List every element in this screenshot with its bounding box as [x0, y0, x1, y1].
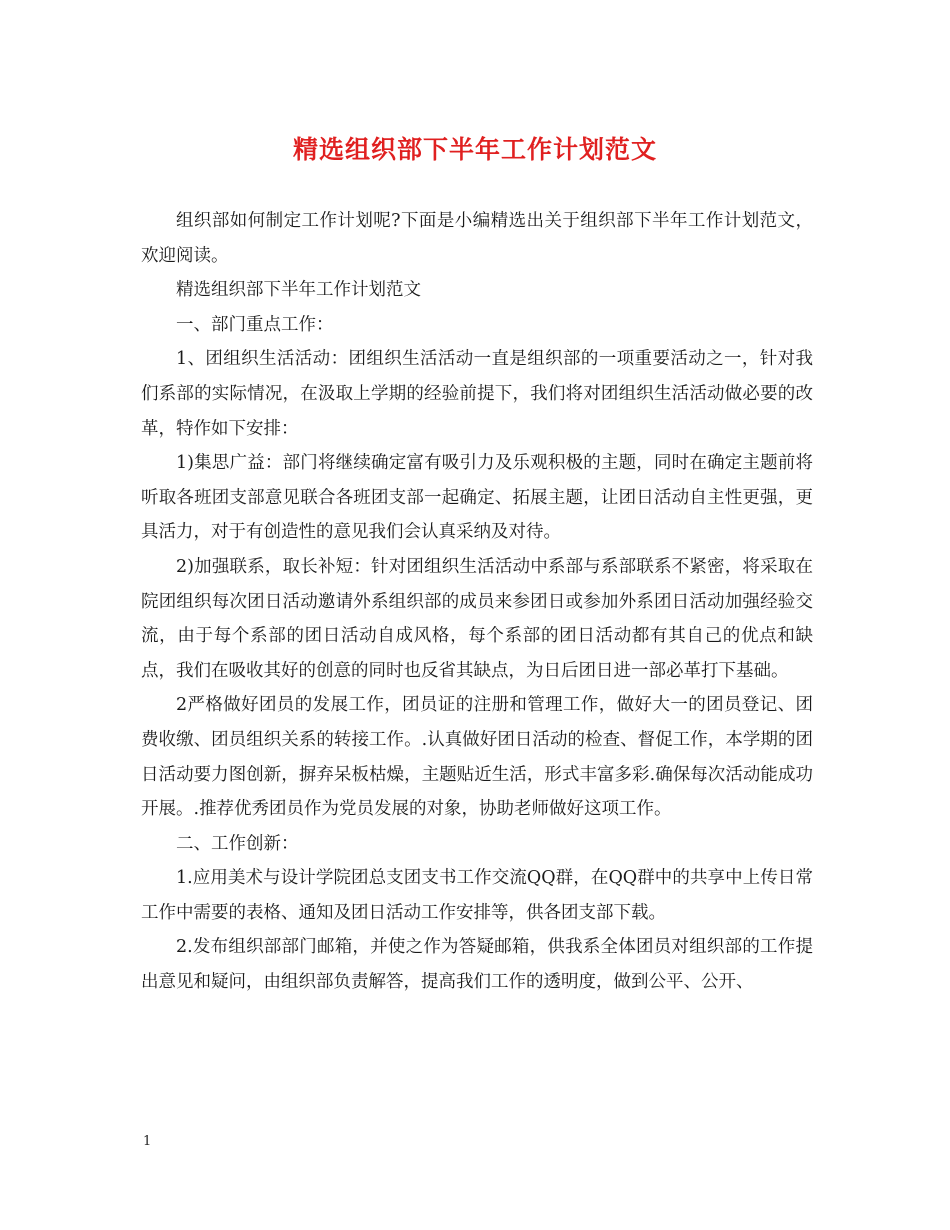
paragraph-item-2: 2严格做好团员的发展工作，团员证的注册和管理工作，做好大一的团员登记、团费收缴、团员组织关系的转接工作。.认真做好团日活动的检查、督促工作，本学期的团日活动要力图创新，摒弃呆板枯燥，主题贴近生活，形式丰富多彩.确保每次活动能成功开展。.推荐优秀团员作为党员发展的对象，协助老师做好这项工作。 — [141, 695, 813, 820]
document-title: 精选组织部下半年工作计划范文 — [292, 135, 657, 164]
paragraph-item-1: 1、团组织生活活动：团组织生活活动一直是组织部的一项重要活动之一，针对我们系部的实际情况，在汲取上学期的经验前提下，我们将对团组织生活活动做必要的改革，特作如下安排： — [141, 349, 813, 439]
paragraph-innovation-2: 2.发布组织部部门邮箱，并使之作为答疑邮箱，供我系全体团员对组织部的工作提出意见和疑问，由组织部负责解答，提高我们工作的透明度，做到公平、公开、 — [141, 937, 813, 993]
section-heading-innovation: 二、工作创新： — [176, 833, 299, 854]
page-number: 1 — [143, 1134, 152, 1149]
paragraph-subitem-2: 2)加强联系，取长补短：针对团组织生活活动中系部与系部联系不紧密，将采取在院团组织每次团日活动邀请外系组织部的成员来参团日或参加外系团日活动加强经验交流，由于每个系部的团日活动自成风格，每个系部的团日活动都有其自己的优点和缺点，我们在吸收其好的创意的同时也反省其缺点，为日后团日进一部必革打下基础。 — [141, 556, 813, 681]
paragraph-subtitle: 精选组织部下半年工作计划范文 — [176, 280, 421, 301]
paragraph-intro: 组织部如何制定工作计划呢?下面是小编精选出关于组织部下半年工作计划范文，欢迎阅读。 — [141, 211, 813, 266]
section-heading-key-work: 一、部门重点工作： — [176, 314, 334, 335]
paragraph-subitem-1: 1)集思广益：部门将继续确定富有吸引力及乐观积极的主题，同时在确定主题前将听取各班团支部意见联合各班团支部一起确定、拓展主题，让团日活动自主性更强，更具活力，对于有创造性的意见我们会认真采纳及对待。 — [141, 453, 813, 543]
document-body — [141, 204, 813, 1000]
paragraph-innovation-1: 1.应用美术与设计学院团总支团支书工作交流QQ群，在QQ群中的共享中上传日常工作中需要的表格、通知及团日活动工作安排等，供各团支部下载。 — [141, 868, 813, 923]
